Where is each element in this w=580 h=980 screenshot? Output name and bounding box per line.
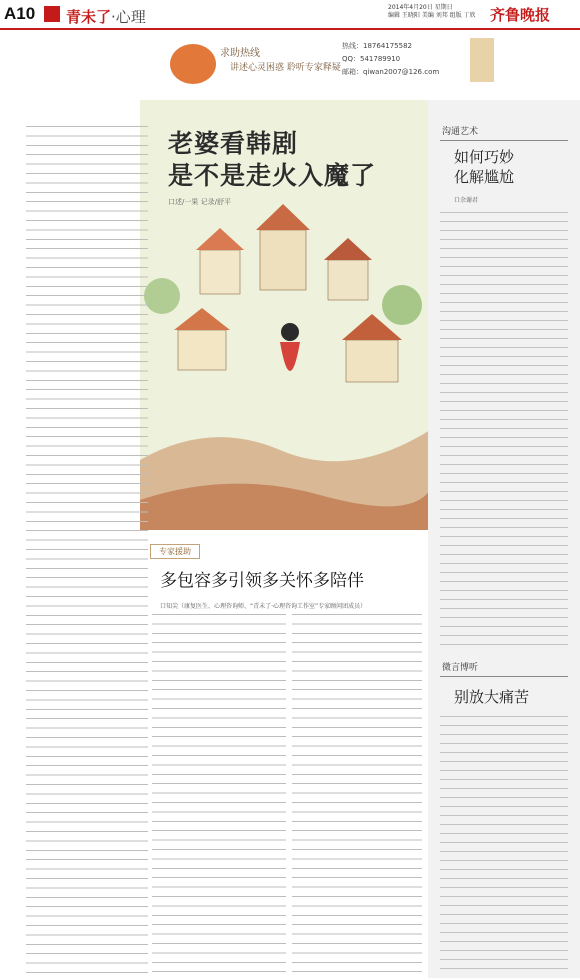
hotline-qq: QQ：541789910: [342, 55, 401, 63]
sidebar-author: 口余谢君: [454, 197, 479, 204]
page-number: A10: [4, 4, 36, 23]
sidebar-2-body-lines: [440, 716, 568, 972]
lead-story-byline: 口述/一果 记录/舒平: [168, 198, 231, 206]
hotline-slogan: 求助热线: [220, 48, 260, 59]
expert-byline: 口知尖（康复医生、心理咨询师、“青未了·心理咨询工作室”专家顾问团成员）: [160, 603, 367, 610]
sidebar: [428, 100, 580, 660]
lead-story-title-line-2: 是不是走火入魔了: [168, 161, 377, 190]
expert-headline: 多包容多引领多关怀多陪伴: [160, 571, 364, 591]
sidebar-title-line-1: 如何巧妙: [454, 148, 515, 166]
sidebar-column-label-1: 沟通艺术: [442, 127, 479, 137]
expert-body-col-1: [152, 614, 286, 976]
sidebar-body-lines: [440, 212, 568, 646]
sidebar-lower: [428, 660, 580, 978]
bird-illustration: [170, 44, 216, 84]
hotline-banner: [170, 38, 575, 98]
editors: 编辑 王晓阳 美编 刘邦 组版 丁欣: [388, 12, 476, 19]
sidebar-divider-2: [440, 676, 568, 677]
newspaper-logo: 齐鲁晚报: [490, 6, 551, 24]
dateline: [388, 4, 488, 20]
sidebar-divider-1: [440, 140, 568, 141]
lead-story-title-line-1: 老婆看韩剧: [168, 129, 299, 158]
hotline-email: 邮箱：qiwan2007@126.com: [342, 68, 440, 76]
expert-kicker: 专家援助: [150, 544, 200, 559]
hotline-phone: 热线：18764175582: [342, 42, 412, 50]
expert-body-col-2: [292, 614, 422, 976]
decorative-stamp: [470, 38, 494, 82]
lead-story-body: [26, 126, 148, 978]
sidebar-2-title: 别放大痛苦: [454, 688, 530, 706]
section-tag: [44, 6, 60, 22]
date: 2014年4月20日 星期日: [388, 4, 453, 11]
hotline-contacts: [342, 40, 439, 79]
section-title: [66, 6, 146, 27]
sidebar-column-label-2: 微言博听: [442, 663, 479, 673]
body-text-lines: [26, 126, 148, 976]
sidebar-title-line-2: 化解尴尬: [454, 168, 515, 186]
hotline-tagline: 讲述心灵困惑 聆听专家释疑: [230, 63, 341, 73]
section-subtitle: ·心理: [111, 8, 146, 26]
section-name: 青未了: [66, 8, 112, 26]
